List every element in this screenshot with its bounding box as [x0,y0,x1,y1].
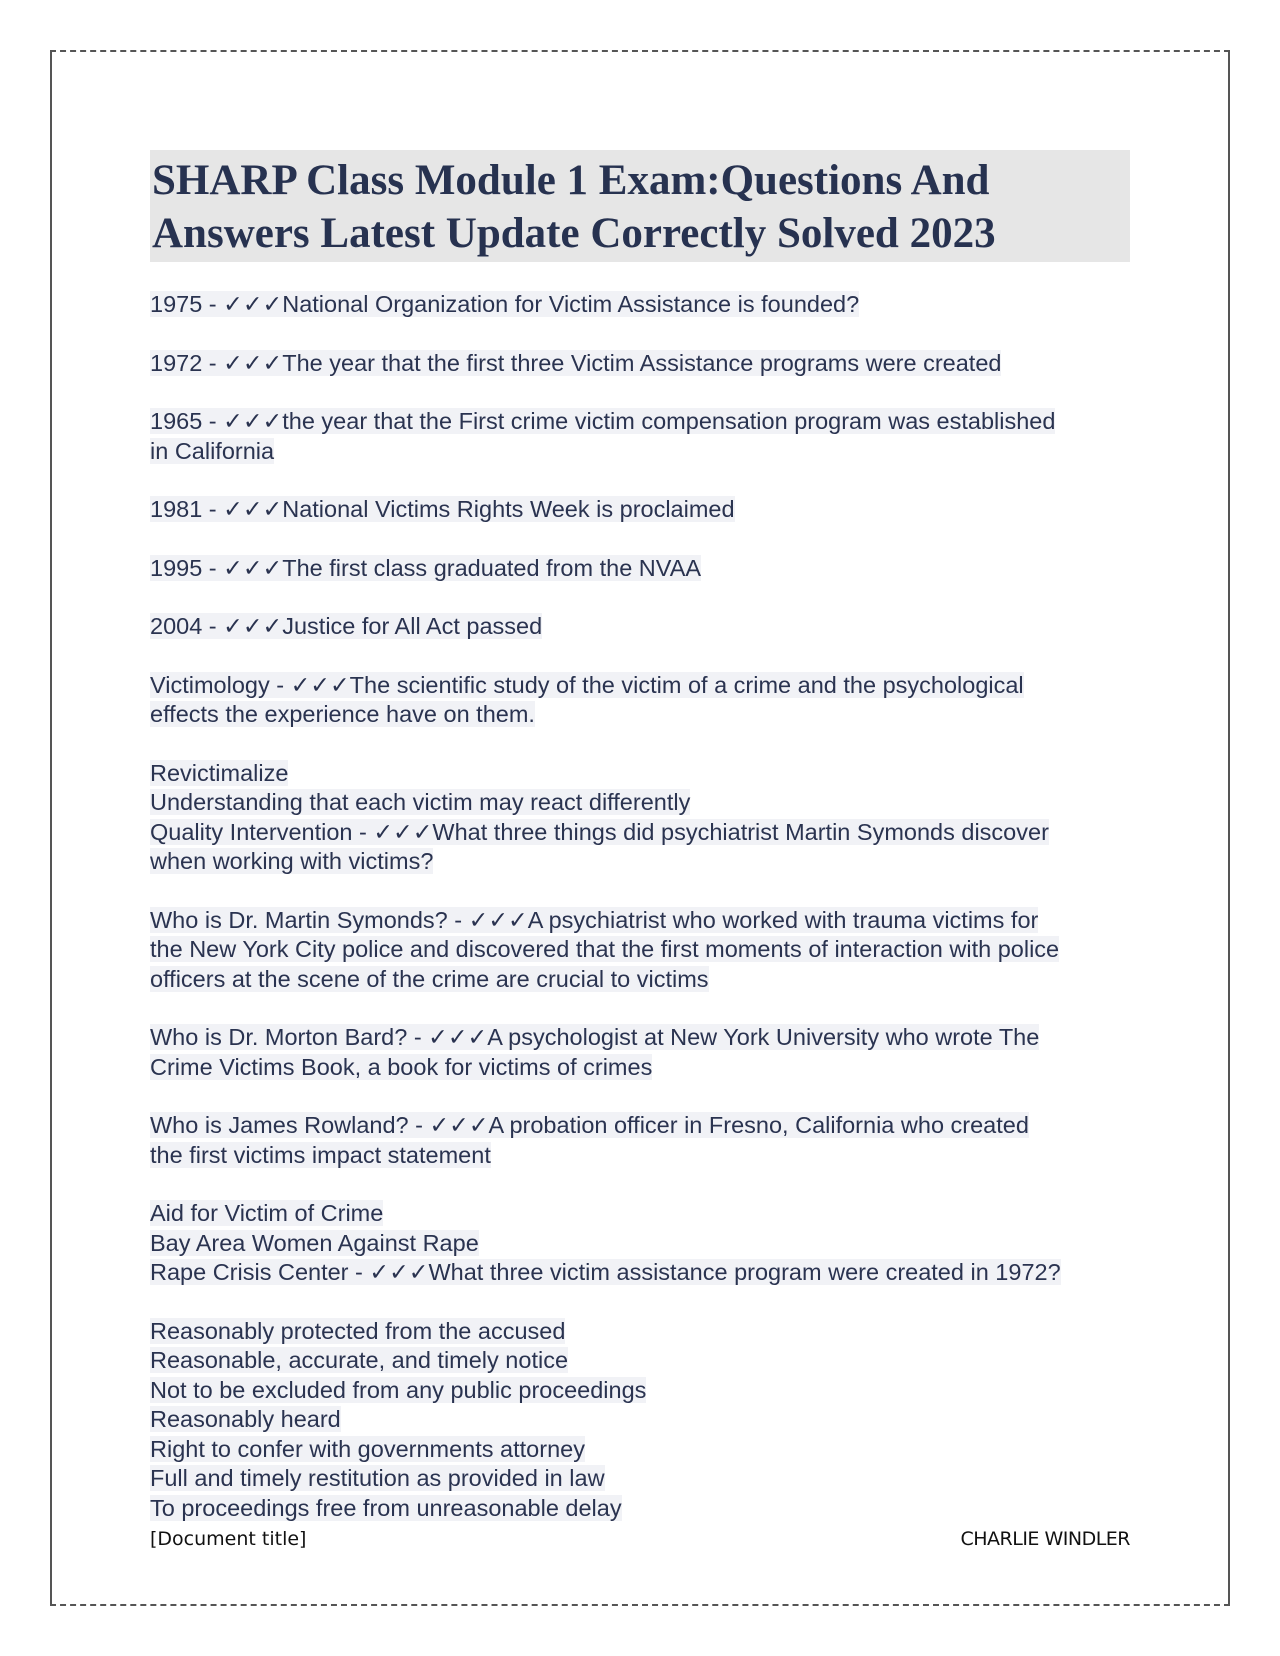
qa-entry-text: Crime Victims Book, a book for victims of crimes [150,1053,653,1080]
qa-entry-line [150,906,1130,936]
qa-entry-line [150,437,1130,467]
qa-entry-text: Reasonably heard [150,1406,341,1432]
qa-entry [150,495,1130,525]
qa-entry-text: Revictimalize [150,759,289,786]
document-body [150,150,1130,1552]
page-footer [150,1528,1130,1550]
qa-entry-line [150,818,1130,848]
qa-entry-text: Who is James Rowland? - ✓✓✓A probation officer in Fresno, California who created [150,1112,1029,1138]
qa-entry-line [150,847,1130,877]
qa-entry-text: 2004 - ✓✓✓Justice for All Act passed [150,613,543,639]
qa-entry-line [150,1435,1130,1465]
document-title: SHARP Class Module 1 Exam:Questions And Answers Latest Update Correctly Solved 2023 [150,150,1130,262]
qa-entry-text: Quality Intervention - ✓✓✓What three things did psychiatrist Martin Symonds discover [150,818,1049,845]
qa-entry-line [150,965,1130,995]
qa-entry [150,1023,1130,1082]
qa-entry-text: Right to confer with governments attorney [150,1435,585,1462]
qa-entry [150,1199,1130,1288]
qa-entry-text: the New York City police and discovered that the first moments of interaction with police [150,936,1060,962]
qa-list [150,290,1130,1523]
qa-entry-line [150,788,1130,818]
qa-entry-text: Reasonably protected from the accused [150,1317,566,1344]
qa-entry-line [150,1111,1130,1141]
qa-entry-text: when working with victims? [150,848,434,874]
qa-entry [150,349,1130,379]
qa-entry-text: 1972 - ✓✓✓The year that the first three Victim Assistance programs were created [150,349,1002,376]
qa-entry-line [150,700,1130,730]
qa-entry-line [150,1141,1130,1171]
qa-entry-line [150,1317,1130,1347]
qa-entry-line [150,1258,1130,1288]
qa-entry-line [150,612,1130,642]
qa-entry-text: the first victims impact statement [150,1141,491,1168]
qa-entry-text: Reasonable, accurate, and timely notice [150,1347,569,1373]
qa-entry-line [150,1494,1130,1524]
qa-entry-text: To proceedings free from unreasonable delay [150,1494,622,1521]
qa-entry-line [150,1199,1130,1229]
qa-entry-text: 1975 - ✓✓✓National Organization for Victim Assistance is founded? [150,291,860,317]
qa-entry-line [150,554,1130,584]
qa-entry-text: officers at the scene of the crime are crucial to victims [150,965,709,992]
qa-entry-line [150,290,1130,320]
qa-entry-text: Rape Crisis Center - ✓✓✓What three victim assistance program were created in 1972? [150,1259,1061,1285]
qa-entry-line [150,1023,1130,1053]
qa-entry-text: Understanding that each victim may react differently [150,789,691,815]
qa-entry-text: Who is Dr. Morton Bard? - ✓✓✓A psychologist at New York University who wrote The [150,1024,1040,1050]
qa-entry-text: in California [150,437,275,464]
qa-entry [150,1111,1130,1170]
qa-entry-line [150,349,1130,379]
qa-entry [150,407,1130,466]
qa-entry [150,554,1130,584]
qa-entry-line [150,1464,1130,1494]
qa-entry-text: Full and timely restitution as provided in law [150,1465,605,1491]
qa-entry-line [150,1376,1130,1406]
qa-entry [150,906,1130,995]
qa-entry-text: 1981 - ✓✓✓National Victims Rights Week is proclaimed [150,496,735,522]
qa-entry-line [150,1053,1130,1083]
qa-entry-text: Bay Area Women Against Rape [150,1229,479,1256]
qa-entry-line [150,935,1130,965]
qa-entry [150,612,1130,642]
qa-entry-text: Not to be excluded from any public proceedings [150,1376,647,1403]
qa-entry-line [150,1405,1130,1435]
qa-entry-line [150,759,1130,789]
footer-document-title: [Document title] [150,1528,307,1550]
footer-author: CHARLIE WINDLER [960,1528,1130,1550]
qa-entry-text: Aid for Victim of Crime [150,1200,384,1226]
qa-entry [150,671,1130,730]
qa-entry-text: effects the experience have on them. [150,701,535,727]
qa-entry-line [150,1229,1130,1259]
qa-entry-line [150,671,1130,701]
qa-entry [150,290,1130,320]
qa-entry-line [150,407,1130,437]
qa-entry-line [150,495,1130,525]
qa-entry-text: Victimology - ✓✓✓The scientific study of the victim of a crime and the psychological [150,671,1024,698]
qa-entry-text: 1965 - ✓✓✓the year that the First crime victim compensation program was established [150,408,1056,434]
qa-entry-text: 1995 - ✓✓✓The first class graduated from the NVAA [150,554,702,581]
qa-entry [150,1317,1130,1524]
qa-entry [150,759,1130,877]
qa-entry-line [150,1346,1130,1376]
qa-entry-text: Who is Dr. Martin Symonds? - ✓✓✓A psychiatrist who worked with trauma victims for [150,906,1039,933]
